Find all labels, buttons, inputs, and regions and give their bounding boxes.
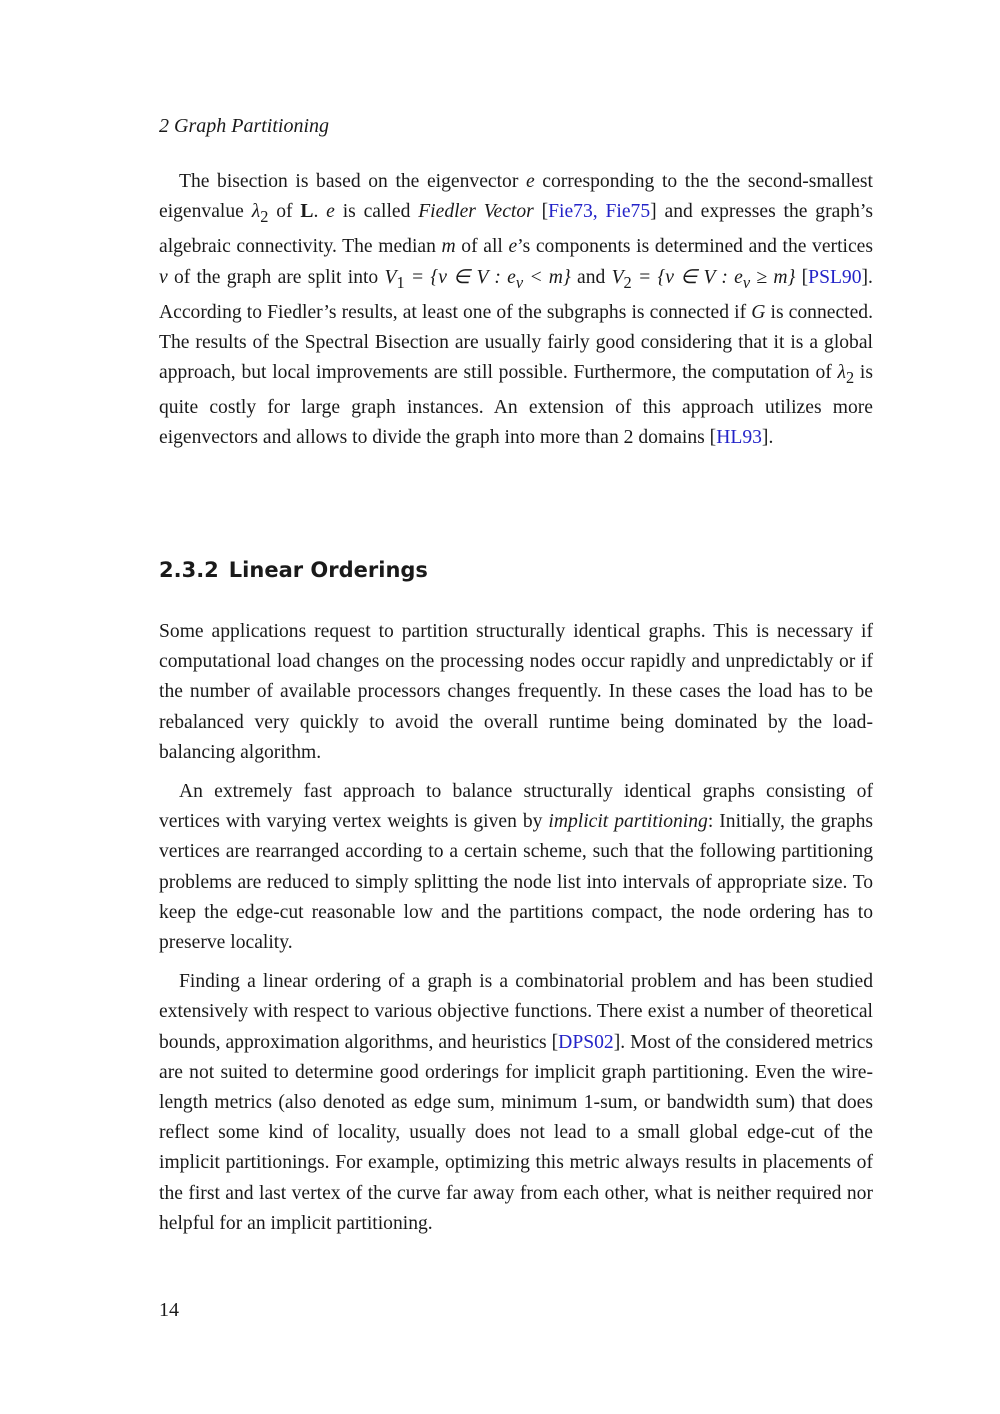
body-top <box>159 167 873 454</box>
paragraph-intro: Some applications request to partition structurally identical graphs. This is necessary if computational load changes on the processing nodes occur rapidly and unpredictably or if the number of available processors changes frequently. In these cases the load has to be rebalanced very quickly to avoid the overall runtime being dominated by the load-balancing algorithm. <box>159 621 873 763</box>
body-section <box>159 617 873 1239</box>
paragraph-implicit-partitioning: An extremely fast approach to balance structurally identical graphs consisting of vertices with varying vertex weights is given by implicit partitioning: Initially, the graphs vertices are rearranged according to a certain scheme, such that the following partitioning problems are reduced to simply splitting the node list into intervals of appropriate size. To keep the edge-cut reasonable low and the partitions compact, the node ordering has to preserve locality. <box>159 781 873 954</box>
page-number: 14 <box>159 1299 179 1321</box>
citation-psl90[interactable]: PSL90 <box>808 266 862 288</box>
section-title: Linear Orderings <box>228 558 428 582</box>
section-number: 2.3.2 <box>159 558 219 582</box>
running-head: 2 Graph Partitioning <box>159 115 330 137</box>
paragraph-linear-ordering: Finding a linear ordering of a graph is a combinatorial problem and has been studied extensively with respect to various objective functions. There exist a number of theoretical bounds, approximation algorithms, and heuristics [DPS02]. Most of the considered metrics are not suited to determine good orderings for implicit graph partitioning. Even the wire-length metrics (also denoted as edge sum, minimum 1-sum, or bandwidth sum) that does reflect some kind of locality, usually does not lead to a small global edge-cut of the implicit partitionings. For example, optimizing this metric always results in placements of the first and last vertex of the curve far away from each other, what is neither required nor helpful for an implicit partitioning. <box>159 971 873 1234</box>
section-heading <box>159 556 428 584</box>
paragraph-spectral-bisection: The bisection is based on the eigenvector e corresponding to the the second-smallest eigenvalue $\lambda_2$ of L. e is called Fiedler Vector [Fie73, Fie75] and expresses the graph’s algebraic connectivity. The median m of all e’s components is determined and the vertices v of the graph are split into $V_1 = \{v$ ∈ V : $e_v < m$} and $V_2 = \{v$ ∈ V : $e_v \ge m$} [PSL90]. According to Fiedler’s results, at least one of the subgraphs is connected if G is connected. The results of the Spectral Bisection are usually fairly good considering that it is a global approach, but local improvements are still possible. Furthermore, the computation of $\lambda_2$ is quite costly for large graph instances. An extension of this approach utilizes more eigenvectors and allows to divide the graph into more than 2 domains [HL93]. <box>159 171 873 449</box>
citation-hl93[interactable]: HL93 <box>716 427 762 449</box>
citation-dps02[interactable]: DPS02 <box>558 1031 614 1053</box>
citation-fie73-fie75[interactable]: Fie73, Fie75 <box>548 201 651 223</box>
